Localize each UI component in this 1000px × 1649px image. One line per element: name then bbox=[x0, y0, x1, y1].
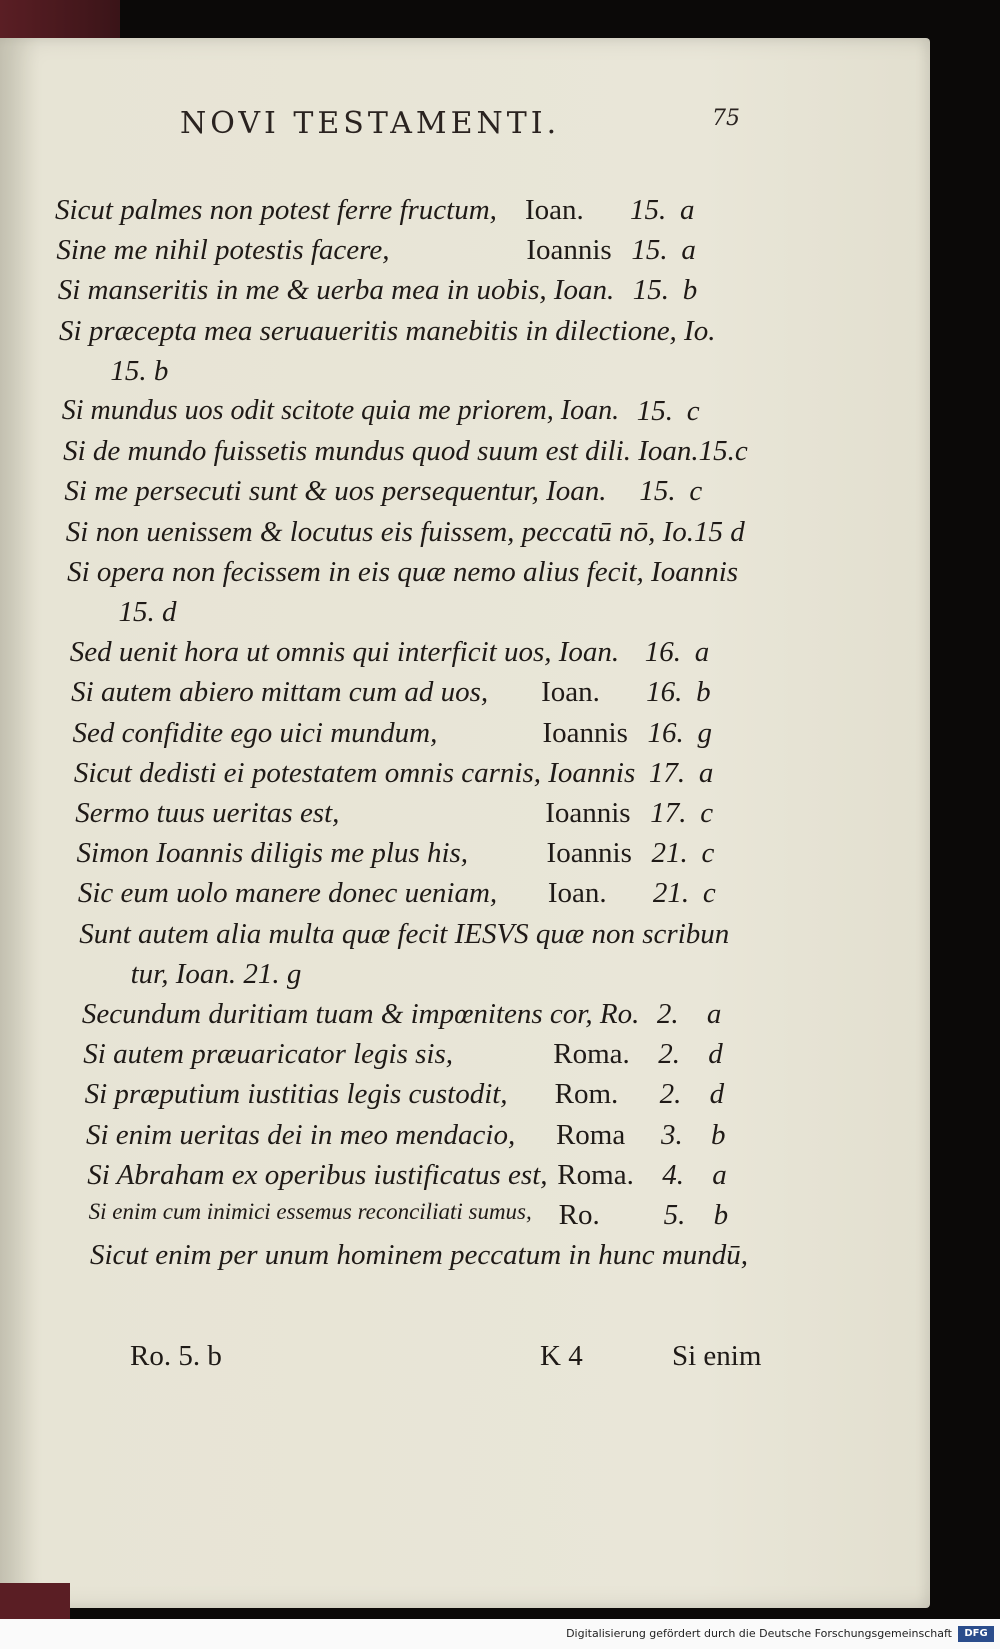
entry-chapter: 15. bbox=[632, 274, 669, 307]
footer-bar bbox=[0, 1619, 1000, 1649]
entry-text: tur, Ioan. 21. g bbox=[130, 957, 302, 990]
index-entry bbox=[59, 315, 749, 355]
entry-chapter: 5. bbox=[663, 1199, 686, 1231]
entry-text: Sermo tuus ueritas est, bbox=[75, 797, 340, 829]
index-entry bbox=[62, 395, 752, 435]
index-entry bbox=[74, 757, 764, 797]
entry-book: Ro. bbox=[558, 1199, 600, 1231]
signature-ref: Ro. 5. b bbox=[130, 1340, 222, 1372]
entry-section: c bbox=[701, 837, 715, 870]
entry-text: Sed uenit hora ut omnis qui interficit uos, Ioan. bbox=[69, 636, 620, 669]
entry-chapter: 16. bbox=[644, 636, 682, 669]
entry-chapter: 21. bbox=[652, 877, 690, 910]
entry-book: Roma bbox=[555, 1118, 626, 1151]
catchword: Si enim bbox=[672, 1340, 762, 1372]
entry-text: Secundum duritiam tuam & impœnitens cor, Ro. bbox=[81, 998, 640, 1030]
entry-chapter: 15. bbox=[630, 194, 667, 226]
entry-section: b bbox=[682, 274, 698, 307]
entry-text: Si autem præuaricator legis sis, bbox=[83, 1038, 454, 1071]
index-entry bbox=[83, 1038, 773, 1078]
entry-book: Ioan. bbox=[541, 676, 600, 709]
entry-section: g bbox=[697, 716, 712, 749]
entry-chapter: 2. bbox=[658, 1038, 681, 1071]
entry-section: c bbox=[700, 797, 714, 829]
entry-section: b bbox=[713, 1199, 729, 1231]
entry-chapter: 2. bbox=[659, 1078, 682, 1111]
entry-text: Sicut dedisti ei potestatem omnis carnis, Ioannis bbox=[73, 756, 636, 789]
entry-section: b bbox=[710, 1118, 726, 1151]
entry-text: 15. b bbox=[110, 354, 169, 387]
index-entry bbox=[131, 958, 771, 998]
entry-book: Ioannis bbox=[546, 837, 632, 870]
index-entry bbox=[86, 1119, 776, 1159]
entry-text: Sicut palmes non potest ferre fructum, bbox=[55, 194, 497, 226]
book-page bbox=[0, 38, 930, 1608]
footer-credit: Digitalisierung gefördert durch die Deutsche Forschungsgemeinschaft bbox=[566, 1627, 952, 1640]
entry-text: Sunt autem alia multa quæ fecit IESVS quæ non scribun bbox=[79, 917, 730, 950]
entry-section: a bbox=[698, 756, 714, 789]
entry-chapter: 16. bbox=[647, 716, 684, 749]
page-header bbox=[180, 106, 740, 146]
entry-section: d bbox=[708, 1038, 723, 1071]
entry-section: a bbox=[681, 234, 696, 267]
entry-chapter: 15. bbox=[636, 395, 673, 427]
entry-book: Roma. bbox=[553, 1038, 630, 1071]
entry-text: Si opera non fecissem in eis quæ nemo alius fecit, Ioannis bbox=[67, 555, 739, 588]
entry-chapter: 15. bbox=[639, 475, 676, 508]
page-number: 75 bbox=[712, 106, 740, 131]
entry-book: Ioannis bbox=[545, 797, 631, 829]
index-entry bbox=[77, 837, 767, 877]
entry-chapter: 17. bbox=[650, 797, 687, 829]
entry-text: Si enim cum inimici essemus reconciliati sumus, bbox=[88, 1199, 532, 1224]
entry-text: 15. d bbox=[118, 596, 177, 628]
entry-text: Sed confidite ego uici mundum, bbox=[72, 716, 438, 749]
index-entry bbox=[78, 877, 768, 917]
index-entry bbox=[79, 918, 769, 958]
entry-book: Roma. bbox=[557, 1158, 634, 1191]
index-entry bbox=[82, 998, 772, 1038]
index-entry bbox=[71, 676, 761, 716]
entry-section: c bbox=[686, 395, 700, 427]
entry-section: d bbox=[709, 1078, 725, 1111]
index-entry bbox=[85, 1078, 775, 1118]
binding-edge-bottom bbox=[0, 1583, 70, 1619]
entry-text: Si autem abiero mittam cum ad uos, bbox=[71, 676, 489, 709]
entry-text: Sine me nihil potestis facere, bbox=[56, 234, 390, 267]
entry-chapter: 4. bbox=[662, 1158, 685, 1191]
entry-text: Si mundus uos odit scitote quia me priorem, Ioan. bbox=[61, 395, 620, 426]
entry-text: Si Abraham ex operibus iustificatus est, bbox=[87, 1158, 548, 1191]
index-entry bbox=[56, 234, 746, 274]
entry-book: Rom. bbox=[554, 1078, 619, 1111]
entry-chapter: 16. bbox=[646, 676, 683, 709]
entry-text: Si me persecuti sunt & uos persequentur, Ioan. bbox=[64, 475, 607, 508]
entry-section: a bbox=[712, 1158, 727, 1191]
entry-text: Sicut enim per unum hominem peccatum in hunc mundū, bbox=[90, 1239, 749, 1272]
index-entry bbox=[87, 1159, 777, 1199]
index-entry bbox=[89, 1199, 779, 1239]
entry-text: Si manseritis in me & uerba mea in uobis, Ioan. bbox=[57, 274, 615, 307]
index-entry bbox=[67, 556, 757, 596]
entry-section: a bbox=[680, 194, 695, 226]
dfg-logo: DFG bbox=[958, 1626, 994, 1642]
entry-section: a bbox=[694, 636, 710, 669]
entry-book: Ioan. bbox=[547, 877, 607, 910]
index-entry bbox=[55, 194, 745, 234]
entry-section: c bbox=[702, 877, 716, 910]
entry-text: Simon Ioannis diligis me plus his, bbox=[76, 837, 469, 870]
entry-section: a bbox=[706, 998, 722, 1030]
index-entry bbox=[118, 596, 758, 636]
index-entry bbox=[58, 274, 748, 314]
entry-book: Ioannis bbox=[526, 234, 612, 267]
entry-text: Si non uenissem & locutus eis fuissem, peccatū nō, Io.15 d bbox=[65, 515, 745, 548]
entry-section: b bbox=[696, 676, 711, 709]
entry-chapter: 15. bbox=[631, 234, 668, 267]
index-entry bbox=[90, 1239, 780, 1279]
index-entry bbox=[73, 717, 763, 757]
entry-chapter: 2. bbox=[656, 998, 679, 1030]
entry-chapter: 17. bbox=[648, 756, 686, 789]
signature-mark: K 4 bbox=[540, 1340, 583, 1372]
index-entry bbox=[63, 435, 753, 475]
entry-book: Ioan. bbox=[525, 194, 584, 226]
entry-text: Si præcepta mea seruaueritis manebitis in dilectione, Io. bbox=[59, 314, 716, 347]
index-entry bbox=[64, 475, 754, 515]
index-entry bbox=[75, 797, 765, 837]
entry-text: Sic eum uolo manere donec ueniam, bbox=[77, 877, 498, 910]
entry-text: Si enim ueritas dei in meo mendacio, bbox=[85, 1118, 516, 1151]
index-entry bbox=[110, 355, 750, 395]
entry-section: c bbox=[689, 475, 703, 508]
entry-text: Si præputium iustitias legis custodit, bbox=[84, 1078, 508, 1111]
entry-book: Ioannis bbox=[542, 716, 628, 749]
entry-chapter: 21. bbox=[651, 837, 688, 870]
index-entry bbox=[70, 636, 760, 676]
entry-text: Si de mundo fuissetis mundus quod suum est dili. Ioan.15.c bbox=[63, 435, 748, 468]
signature-line bbox=[0, 1340, 930, 1380]
running-head: NOVI TESTAMENTI. bbox=[180, 106, 561, 141]
index-entry bbox=[66, 516, 756, 556]
entry-chapter: 3. bbox=[660, 1118, 683, 1151]
